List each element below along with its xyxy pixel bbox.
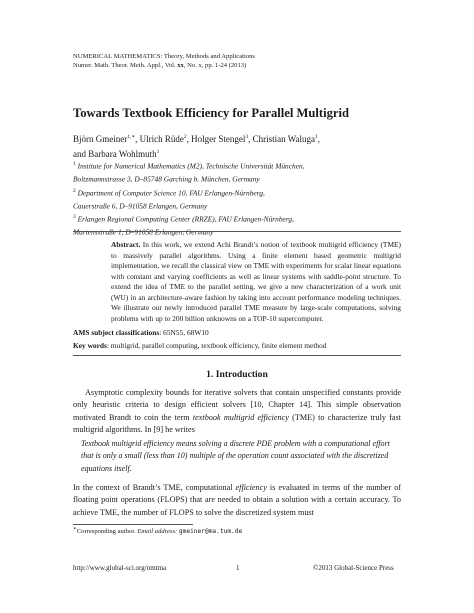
keywords: Key words: multigrid, parallel computing, textbook efficiency, finite element method — [73, 341, 327, 350]
divider-rule — [73, 355, 401, 356]
affiliation-line: $^1$ Institute for Numerical Mathematics (M2), Technische Universität München, — [73, 161, 305, 171]
affiliation-line: $^2$ Department of Computer Science 10, FAU Erlangen-Nürnberg, — [73, 187, 265, 197]
abstract — [111, 240, 401, 324]
author: and Barbara Wohlmuth — [73, 149, 157, 159]
ams-classification: AMS subject classifications: 65N55, 68W10 — [73, 328, 209, 337]
email-link[interactable]: gmeiner@ma.tum.de — [178, 528, 243, 536]
affiliation-line: $^3$ Erlangen Regional Computing Center (RRZE), FAU Erlangen-Nürnberg, — [73, 214, 294, 224]
block-quote: Textbook multigrid efficiency means solving a discrete PDE problem with a computational effort that is only a small (less than 10) multiple of the operation count associated with the discretized equations itself. — [81, 439, 390, 473]
paragraph: In the context of Brandt’s TME, computational efficiency is evaluated in terms of the number of floating point operations (FLOPS) that are needed to obtain a solution with a certain accuracy. To achieve TME, the number of FLOPS to solve the discretized system must — [73, 483, 401, 517]
journal-name: NUMERICAL MATHEMATICS: Theory, Methods and Applications — [73, 53, 255, 60]
abstract-label: Abstract. — [111, 240, 141, 249]
section-heading: 1. Introduction — [206, 369, 268, 380]
footnote: ∗Corresponding author. Email address: gmeiner@ma.tum.de — [73, 526, 243, 536]
author: , Ulrich Rüde — [135, 134, 184, 144]
affiliation-line: Boltzmannstrasse 3, D–85748 Garching b. München, Germany — [73, 174, 260, 184]
author: , Christian Waluga — [248, 134, 315, 144]
copyright: ©2013 Global-Science Press — [313, 564, 394, 572]
paragraph: Asymptotic complexity bounds for iterative solvers that contain unspecified constants provide only heuristic criteria to design efficient solvers [10, Chapter 14]. This simple observation motivated Brandt to coin the term textbook multigrid efficiency (TME) to characterize truly fast multigrid algorithms. In [9] he writes — [73, 388, 401, 434]
affiliations — [73, 159, 413, 239]
affiliation-line: Martensstraße 1, D–91058 Erlangen, Germany — [73, 227, 214, 237]
affiliation-line: Cauerstraße 6, D–91058 Erlangen, Germany — [73, 201, 208, 211]
journal-citation: Numer. Math. Theor. Meth. Appl., Vol. xx, No. x, pp. 1-24 (2013) — [73, 62, 247, 69]
divider-rule — [73, 231, 401, 232]
page-number: 1 — [236, 564, 240, 572]
journal-header — [73, 52, 413, 70]
abstract-text: In this work, we extend Achi Brandt’s notion of textbook multigrid efficiency (TME) to massively parallel algorithms. Using a finite element based geometric multigrid implementation, we recall the classical view on TME with experiments for scalar linear equations with constant and varying coefficients as well as linear systems with saddle-point structure. To extend the idea of TME to the parallel setting, we give a new characterization of a work unit (WU) in an architecture-aware fashion by taking into account performance modeling techniques. We illustrate our newly introduced parallel TME measure by large-scale computations, solving problems with up to 200 billion unknowns on a TOP-10 supercomputer. — [111, 240, 401, 323]
author: , Holger Stengel — [186, 134, 246, 144]
author-list: Björn Gmeiner$^{1,∗}$, Ulrich Rüde$^2$, Holger Stengel$^3$, Christian Waluga$^1$, and Barbara Wohlmuth$^1$ — [73, 134, 320, 159]
paper-title: Towards Textbook Efficiency for Parallel Multigrid — [73, 106, 350, 120]
author: Björn Gmeiner — [73, 134, 128, 144]
footer-url[interactable]: http://www.global-sci.org/nmtma — [73, 564, 167, 572]
footnote-rule — [73, 524, 193, 525]
